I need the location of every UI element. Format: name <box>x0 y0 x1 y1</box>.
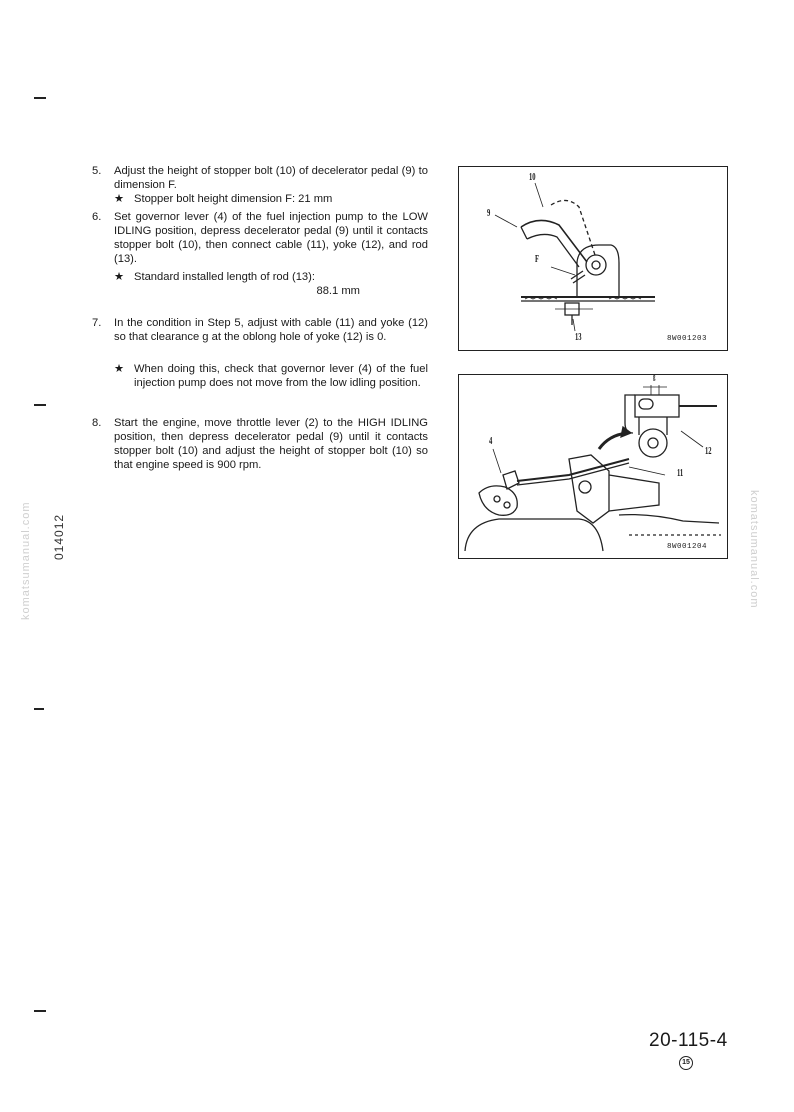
step-number: 6. <box>92 211 102 223</box>
step-7 <box>92 316 428 344</box>
star-icon: ★ <box>114 271 125 283</box>
star-icon: ★ <box>114 193 125 205</box>
rod-length-value: 88.1 mm <box>316 285 360 297</box>
watermark-left: komatsumanual.com <box>20 501 32 620</box>
callout-13: 13 <box>575 331 582 343</box>
step-5 <box>92 164 428 192</box>
margin-mark <box>34 404 46 406</box>
revision-badge: 15 <box>679 1056 693 1070</box>
callout-12: 12 <box>705 445 712 457</box>
note-text: Stopper bolt height dimension F: 21 mm <box>134 193 333 205</box>
callout-9: 9 <box>487 207 491 219</box>
step-8 <box>92 416 428 472</box>
step-note <box>114 192 428 206</box>
linkage-drawing <box>459 375 727 558</box>
callout-4: 4 <box>489 435 493 447</box>
step-text: Set governor lever (4) of the fuel injection pump to the LOW IDLING position, depress decelerator pedal (9) until it contacts stopper bolt (10), then connect cable (11), yoke (12), and rod (13). <box>114 211 428 265</box>
margin-mark <box>34 97 46 99</box>
step-note <box>114 362 428 390</box>
figure-decelerator-pedal <box>458 166 728 351</box>
margin-code: 014012 <box>52 513 66 560</box>
step-text: Adjust the height of stopper bolt (10) of decelerator pedal (9) to dimension F. <box>114 165 428 191</box>
step-note <box>114 270 428 284</box>
margin-mark <box>34 708 44 710</box>
margin-mark <box>34 1010 46 1012</box>
step-number: 8. <box>92 417 102 429</box>
page-number: 20-115-4 <box>649 1030 728 1051</box>
step-number: 7. <box>92 317 102 329</box>
callout-g: g <box>653 372 656 381</box>
step-text: In the condition in Step 5, adjust with cable (11) and yoke (12) so that clearance g at the oblong hole of yoke (12) is 0. <box>114 317 428 343</box>
note-text: Standard installed length of rod (13): <box>134 271 315 283</box>
watermark-right: komatsumanual.com <box>748 490 760 609</box>
note-text: When doing this, check that governor lever (4) of the fuel injection pump does not move from the low idling position. <box>134 363 428 389</box>
figure-code: 8W001204 <box>666 543 707 551</box>
callout-F: F <box>535 253 540 265</box>
pedal-drawing <box>459 167 727 350</box>
callout-10: 10 <box>529 171 536 183</box>
star-icon: ★ <box>114 363 125 375</box>
callout-11: 11 <box>677 467 684 479</box>
figure-governor-linkage <box>458 374 728 559</box>
step-6 <box>92 210 428 266</box>
step-number: 5. <box>92 165 102 177</box>
figure-code: 8W001203 <box>666 335 707 343</box>
instructions <box>92 164 428 472</box>
step-text: Start the engine, move throttle lever (2) to the HIGH IDLING position, then depress decelerator pedal (9) until it contacts stopper bolt (10) and adjust the height of stopper bolt (10) so that engine speed is 900 rpm. <box>114 417 428 471</box>
